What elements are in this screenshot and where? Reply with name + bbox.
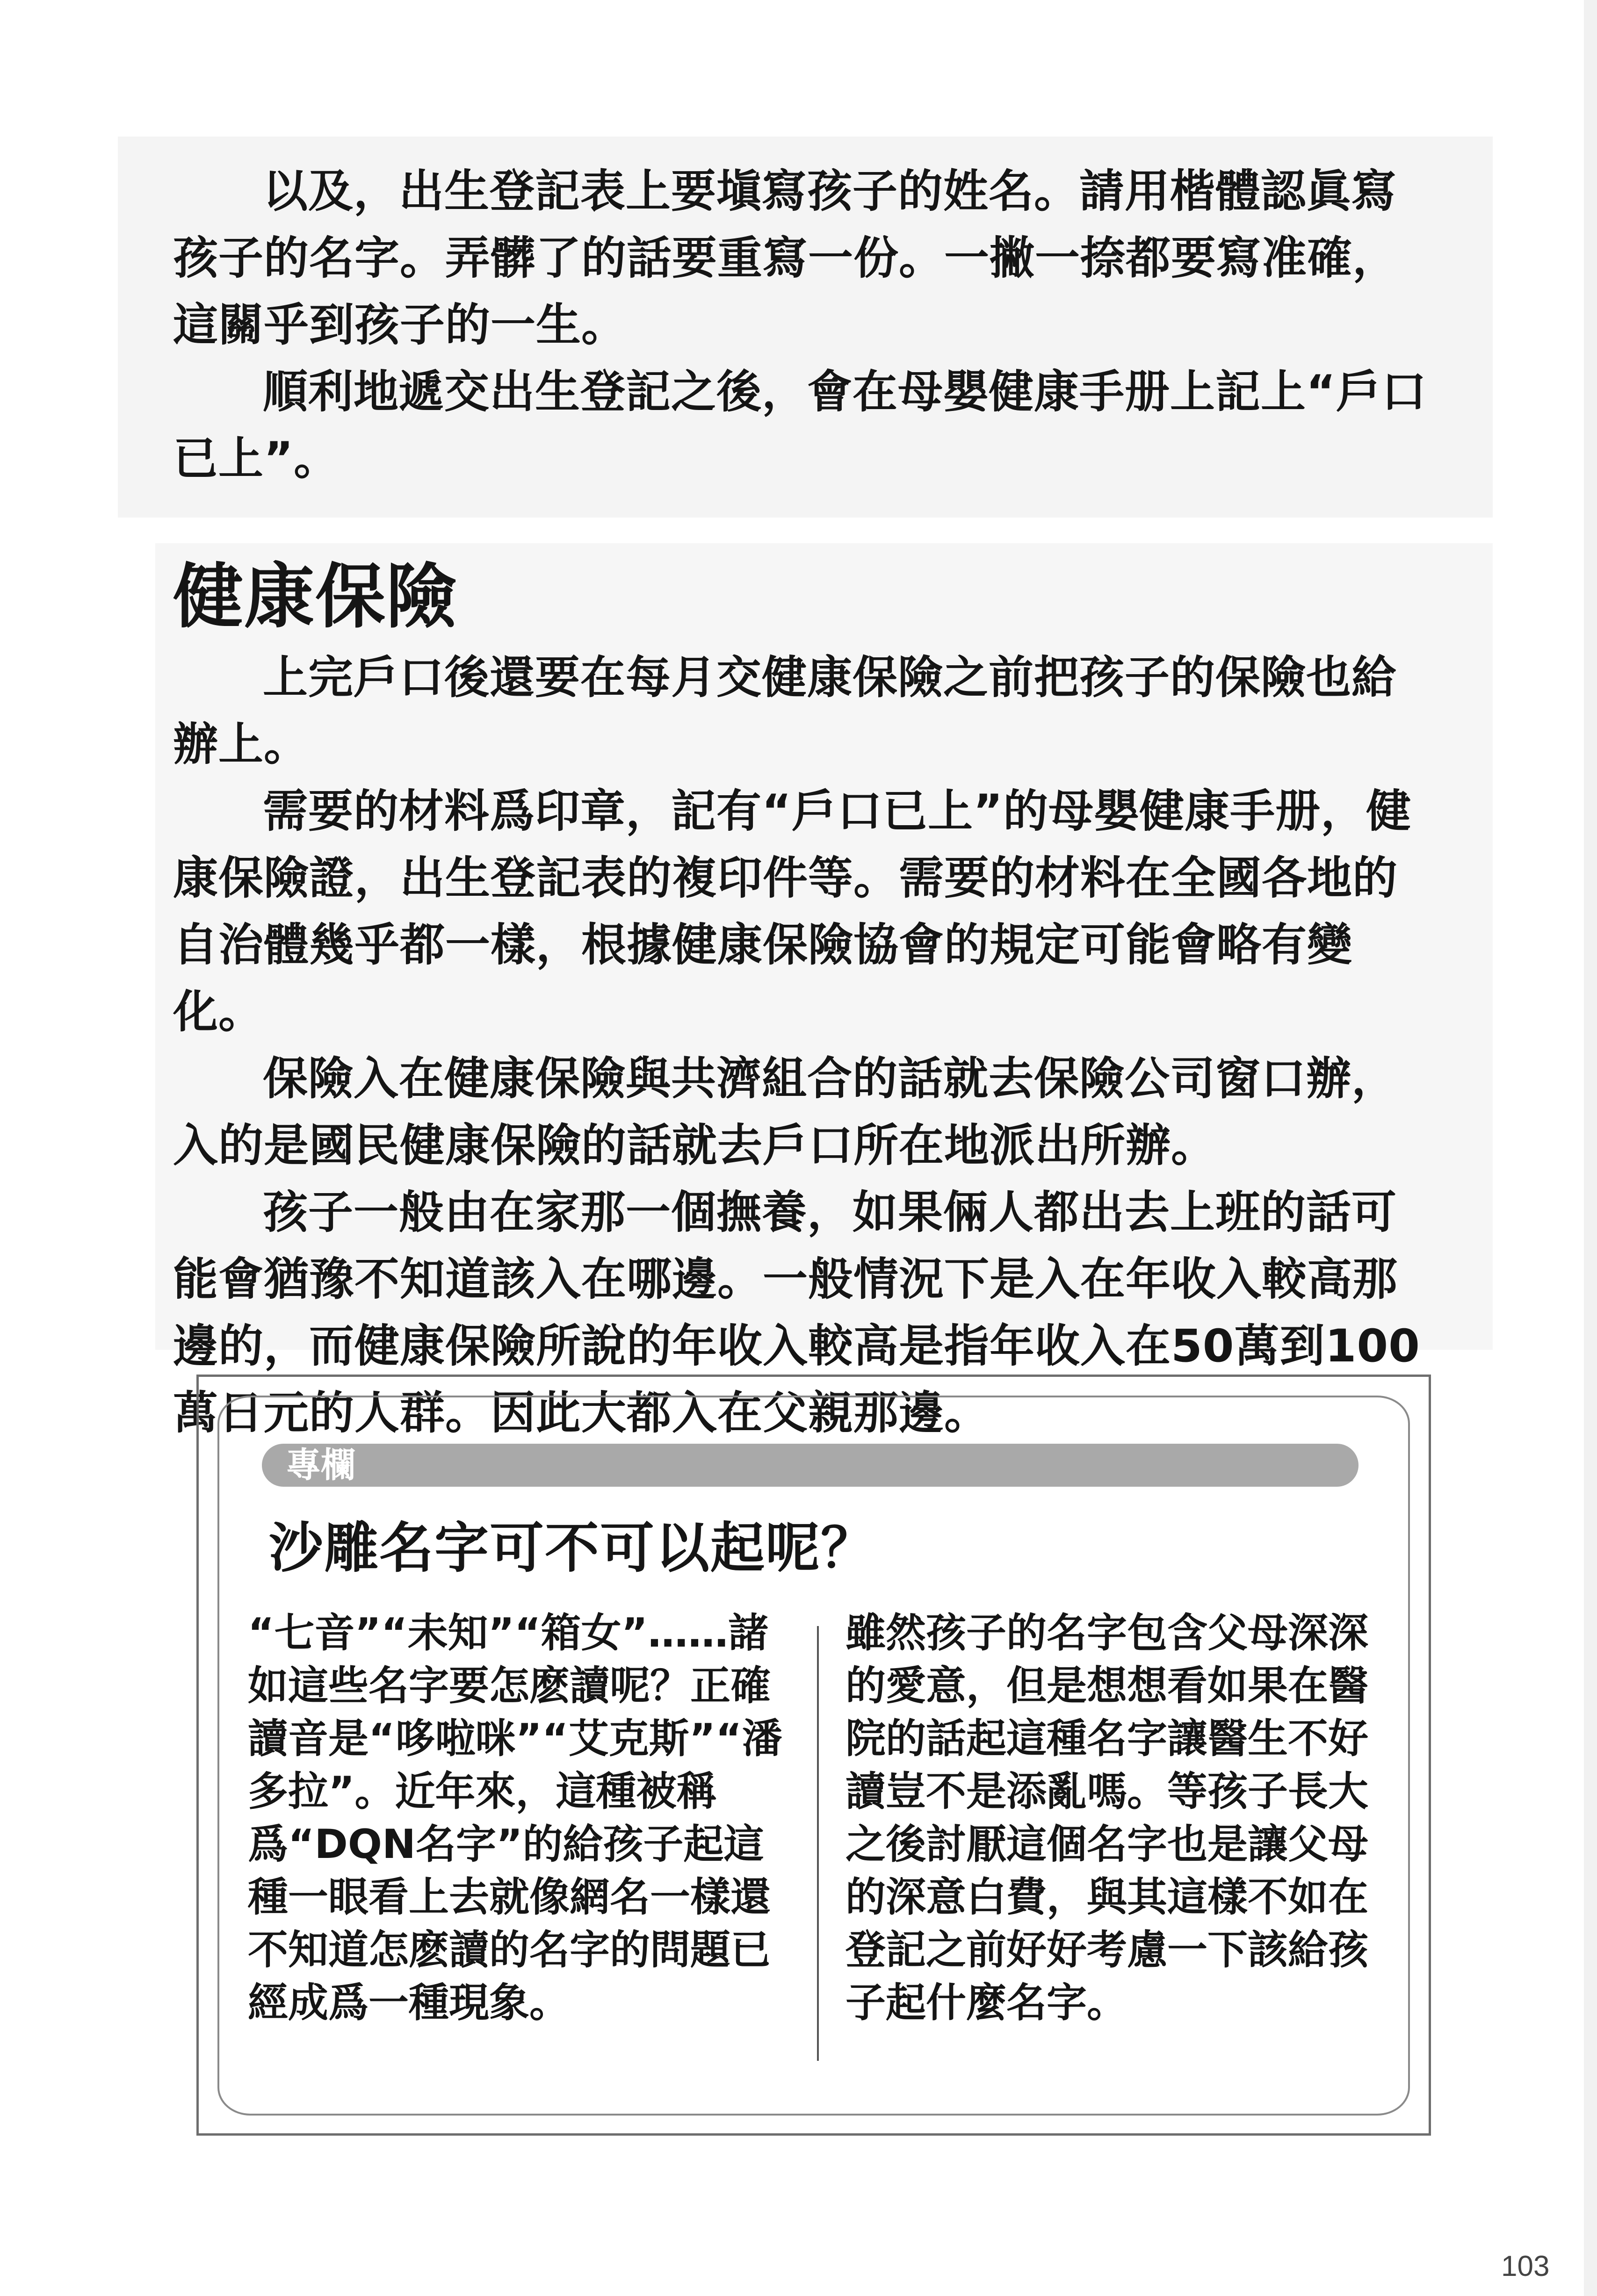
birth-registration-text (173, 158, 1436, 492)
column-text-right: 雖然孩子的名字包含父母深深的愛意，但是想想看如果在醫院的話起這種名字讓醫生不好讀豈不是添亂嗎。等孩子長大之後討厭這個名字也是讓父母的深意白費，與其這樣不如在登記之前好好考慮一下該給孩子起什麼名字。 (845, 1610, 1368, 2026)
paragraph: 孩子一般由在家那一個撫養，如果倆人都出去上班的話可能會猶豫不知道該入在哪邊。一般情況下是入在年收入較高那邊的，而健康保險所說的年收入較高是指年收入在50萬到100萬日元的人群。因此大都入在父親那邊。 (173, 1186, 1420, 1439)
section-heading-health-insurance: 健康保險 (173, 556, 458, 638)
column-tag: 專欄 (286, 1445, 355, 1485)
column-divider (817, 1626, 819, 2061)
column-title: 沙雕名字可不可以起呢？ (269, 1517, 876, 1580)
column-text-left: “七音”“未知”“箱女”……諸如這些名字要怎麽讀呢？正確讀音是“哆啦咪”“艾克斯”“潘多拉”。近年來，這種被稱爲“DQN名字”的給孩子起這種一眼看上去就像網名一樣還不知道怎麽讀的名字的問題已經成爲一種現象。 (248, 1610, 782, 2026)
health-insurance-text (173, 644, 1436, 1447)
column-tag-bar (262, 1444, 1359, 1487)
paragraph: 順利地遞交出生登記之後，會在母嬰健康手册上記上“戶口已上”。 (173, 366, 1427, 485)
paragraph: 保險入在健康保險與共濟組合的話就去保險公司窗口辦，入的是國民健康保險的話就去戶口所在地派出所辦。 (173, 1052, 1397, 1172)
paragraph: 以及，出生登記表上要塡寫孩子的姓名。請用楷體認眞寫孩子的名字。弄髒了的話要重寫一份。一撇一捺都要寫准確，這關乎到孩子的一生。 (173, 165, 1398, 351)
paragraph: 需要的材料爲印章，記有“戶口已上”的母嬰健康手册，健康保險證，出生登記表的複印件等。需要的材料在全國各地的自治體幾乎都一樣，根據健康保險協會的規定可能會略有變化。 (173, 785, 1412, 1038)
paragraph: 上完戶口後還要在每月交健康保險之前把孩子的保險也給辦上。 (173, 651, 1397, 770)
page-number: 103 (1501, 2250, 1550, 2282)
page-edge (1584, 0, 1597, 2296)
